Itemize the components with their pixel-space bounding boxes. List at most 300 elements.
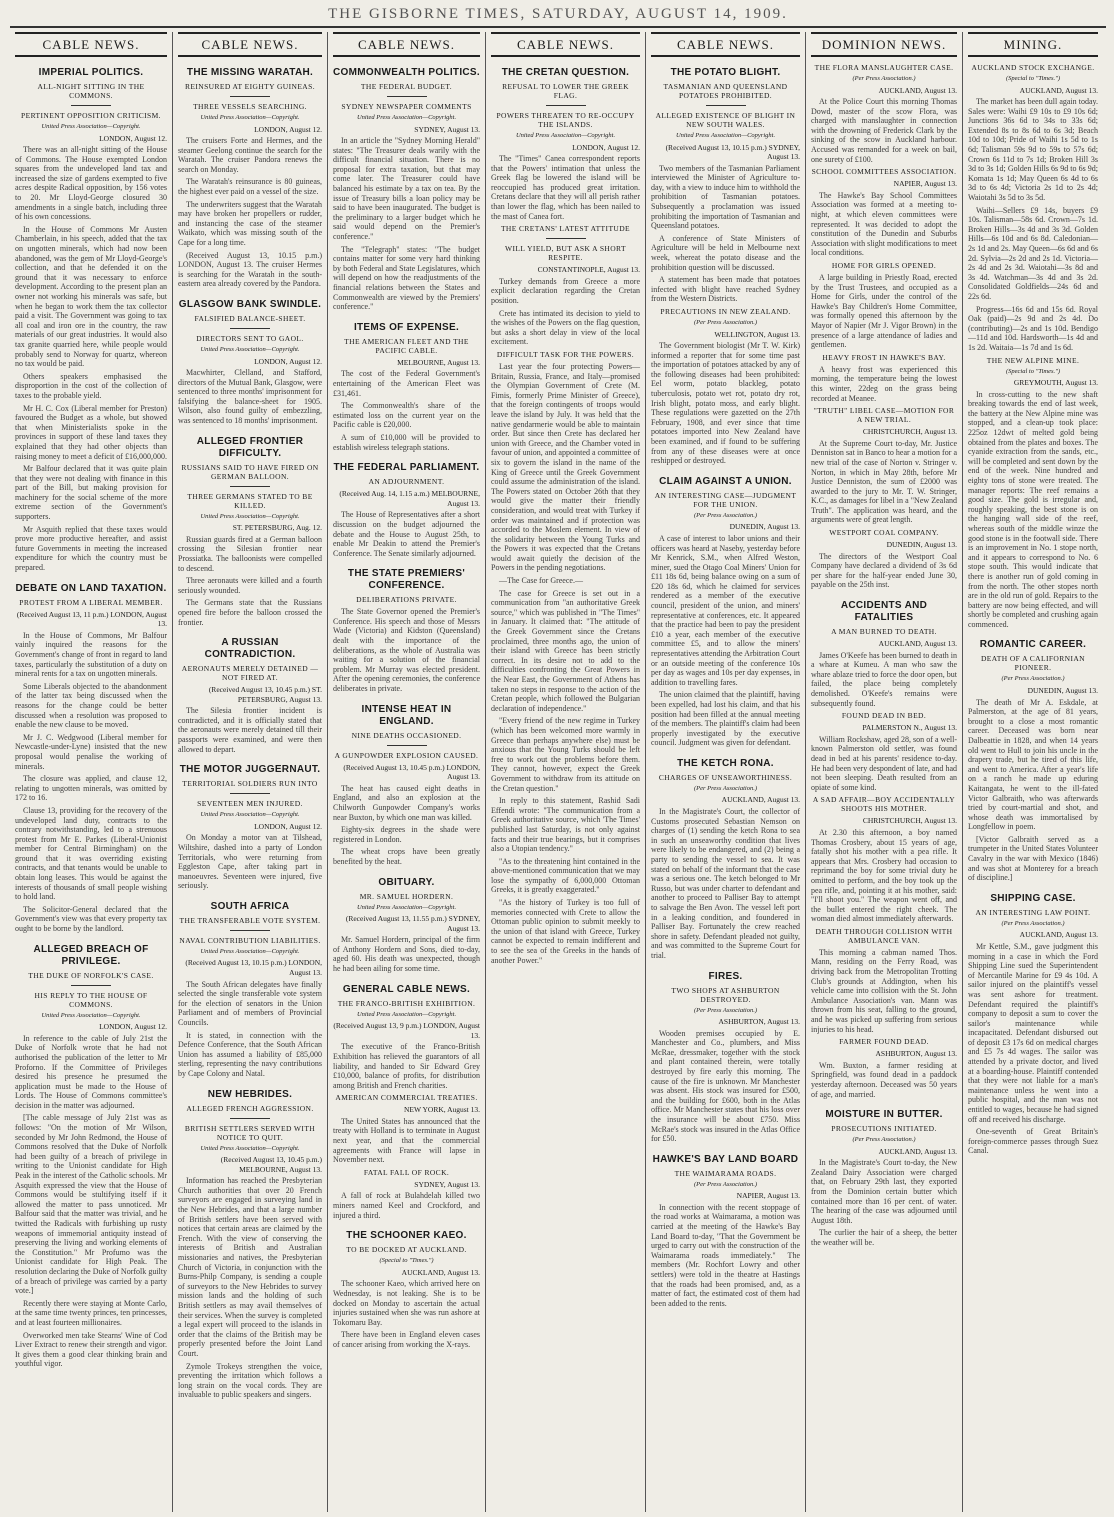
article-headline: NEW HEBRIDES. (207, 1088, 293, 1100)
article-paragraph: Waihi—Sellers £9 14s, buyers £9 10s. Talisman—58s 6d. Crown—7s 1d. Broken Hills—3s 4d and 3s 3d. Golden Hills—6s 10d and 6s 8d. Caledonian—2s 1d and 2s. May Queen—6s 6d and 6s 2d. Sylvia—2s 2d and 2s 1d. Victoria—2s 4d and 2s 3d. Waiotahi—3s 8d and 3s 4d. Watchman—3s 4d and 3s 2d. Consolidated Goldfields—24s 6d and 22s 6d. (968, 205, 1098, 301)
column-header: CABLE NEWS. (333, 32, 480, 57)
article-paragraph: Zymole Trokeys strengthen the voice, preventing the irritation which follows a long strain on the vocal cords. They are invaluable to public speakers and singers. (178, 1361, 322, 1400)
article-dateline: NEW YORK, August 13. (403, 1105, 480, 1115)
article-dateline: DUNEDIN, August 13. (1027, 685, 1098, 695)
article (333, 1230, 480, 1349)
article-subheading: ALLEGED EXISTENCE OF BLIGHT IN NEW SOUTH WALES. (655, 111, 796, 129)
article-paragraph: "Every friend of the new regime in Turkey (which has been welcomed more warmly in Greece than perhaps anywhere else) must be anxious that the Young Turks should be left free to work out the problems before them. They cannot, however, expect the Greek Government to withdraw from its attitude on the Cretan question." (491, 716, 640, 793)
article-credit: (Per Press Association.) (852, 1136, 916, 1144)
article-dateline: AUCKLAND, August 13. (878, 85, 957, 95)
article-subheading: BRITISH SETTLERS SERVED WITH NOTICE TO QUIT. (184, 1123, 316, 1142)
article-paragraph: On Monday a motor van at Tilshead, Wiltshire, dashed into a party of London Territorials, who were returning from Eggleston Cape, after taking part in manoeuvres. Seventeen were injured, five seriously. (178, 833, 322, 891)
article-paragraph: At the Supreme Court to-day, Mr. Justice Denniston sat in Banco to hear a motion for a new trial of the case of Norton v. Stringer v. Norton, in which in May 28th, before Mr Justice Denniston, the sum of £2000 was awarded to the jury to Mr. T. W. Stringer, K.C., as damages for libel in a "New Zealand Truth". The application was heard, and the arguments were of great length. (811, 438, 957, 525)
article-paragraph: "As the history of Turkey is too full of memories connected with Crete to allow the Ottoman public opinion to submit meekly to the union of that island with Greece, Turkey cannot be expected to remain indifferent and to see the sea of the Greeks in the hands of another Power." (491, 898, 640, 965)
article-dateline: CHRISTCHURCH, August 13. (862, 816, 957, 826)
column-6 (806, 32, 963, 1512)
article (811, 353, 957, 403)
article-paragraph: The union claimed that the plaintiff, having been expelled, had lost his claim, and that his position had been filled at the annual meeting of the members. The plaintiff's claim had been properly investigated by the executive council. Judgment was given for defendant. (651, 690, 800, 748)
article (968, 63, 1098, 353)
article-subheading: AMERICAN COMMERCIAL TREATIES. (335, 1093, 478, 1103)
article-paragraph: Clause 13, providing for the recovery of the undeveloped land duty, contracts to the contrary notwithstanding, led to a strenuous protest from Mr E. Parkes (Liberal-Unionist member for Central Birmingham) on the ground that it was overriding existing contracts, and that tenants would be unable to obtain long leases. This would be against the interests of thousands of small people wishing to hold land. (15, 805, 167, 902)
article-paragraph: The death of Mr A. Eskdale, at Palmerston, at the age of 81 years, brought to a close a most romantic career. Deceased was born near Dalbeattie in 1828, and when 14 years old went to Hull to join his uncle in the drapery trade, but he tired of this life, and went to America. After a year's life on a ranch he made up eduring Kaitangata, he went to the ill-fated Victor Galbraith, who was afterwards tried by court-martial and shot, and whose death was immortalised by Longfellow in poem. (968, 697, 1098, 832)
article-paragraph: Mr Balfour declared that it was quite plain that they were not dealing with finance in this part of the Bill, but making provision for machinery for the social scheme of the more extreme section of the Government's supporters. (15, 464, 167, 522)
article-subheading: RUSSIANS SAID TO HAVE FIRED ON GERMAN BALLOON. (181, 462, 319, 481)
article-paragraph: Turkey demands from Greece a more explicit declaration regarding the Cretan position. (491, 276, 640, 306)
article-headline: THE CRETAN QUESTION. (501, 67, 630, 78)
article-paragraph: Mr Asquith replied that these taxes would prove more productive hereafter, and assist future Governments in meeting the increased expenditure for which the country must be prepared. (15, 524, 167, 573)
article-dateline: (Received August 13, 9 p.m.) LONDON, August 13. (333, 1021, 480, 1040)
article-subheading: POWERS THREATEN TO RE-OCCUPY THE ISLANDS. (496, 111, 635, 129)
article-subheading: PRECAUTIONS IN NEW ZEALAND. (660, 307, 791, 316)
article-paragraph: The Hawke's Bay School Committees Association was formed at a meeting to-night, at which eleven committees were represented. It was decided to adopt the constitution of the Dunedin and Suburbs Association with slight modifications to meet local conditions. (811, 190, 957, 258)
article (651, 758, 800, 961)
article-paragraph: Progress—16s 6d and 15s 6d. Royal Oak (paid)—2s 9d and 2s 4d. Do (contributing)—2s and 1s 10d. Bendigo—11d and 10d. Hardsworth—1s 4d and 1s 2d. Waitaia—1s 7d and 1s 6d. (968, 304, 1098, 352)
article-subheading: TO BE DOCKED AT AUCKLAND. (346, 1245, 467, 1255)
article-credit: (Special to "Times.") (1005, 367, 1061, 375)
article-paragraph: The Waratah's reinsurance is 80 guineas, the highest ever paid on a vessel of the size. (178, 177, 322, 197)
article-subheading: A MAN BURNED TO DEATH. (831, 627, 937, 637)
article-headline: GLASGOW BANK SWINDLE. (178, 299, 322, 310)
column-1 (10, 32, 173, 1512)
article-subheading: AN INTERESTING CASE—JUDGMENT FOR THE UNION. (654, 490, 797, 509)
divider-rule (230, 793, 270, 794)
article-paragraph: A conference of State Ministers of Agriculture will be held in Melbourne next week, whereat the potato disease and the prohibition question will be discussed. (651, 233, 800, 272)
article-paragraph: Russian guards fired at a German balloon crossing the Silesian frontier near Prossiatka. The balloonists were compelled to descend. (178, 534, 322, 573)
article-paragraph: The "Telegraph" states: "The budget contains matter for some very hard thinking by both Federal and State Legislatures, which will depend on how the readjustments of the financial relations between the States and Commonwealth are viewed by the Premiers' conference." (333, 244, 480, 312)
article (491, 67, 640, 221)
article-paragraph: Some Liberals objected to the abandonment of the latter tax being discussed when the reasons for the change could be better discussed when a resolution was proposed to enable the new clause to be moved. (15, 681, 167, 730)
article-dateline: LONDON, August 12. (254, 356, 322, 366)
article-dateline: (Received August 13, 10.45 p.m.) ST. PETERSBURG, August 13. (208, 685, 322, 704)
article-paragraph: Others speakers emphasised the disproportion in the cost of the collection of taxes to the probable yield. (15, 371, 167, 400)
article-paragraph: A case of interest to labor unions and their officers was heard at Naseby, yesterday before Mr Kenrick, S.M., when Alfred Weston, miner, sued the Otago Coal Miners' Union for £11 18s 6d, being balance owing on a sum of £20 18s 6d, which he claimed for services rendered as a member of the executive council, president of the union, and miners' representative at conferences, etc. It appeared that the practice had been to pay the president £10 a year, each member of the executive committee £5, and to allow the miners' representatives attending the Arbitration Court or an outside meeting of the conference 10s per day as wages and 10s per day expenses, in addition to travelling fares. (651, 533, 800, 687)
article-dateline: LONDON, August 12. (99, 1022, 167, 1032)
article-headline: COMMONWEALTH POLITICS. (333, 67, 480, 78)
article-credit: United Press Association—Copyright. (356, 114, 457, 121)
article-dateline: SYDNEY, August 13. (414, 1179, 480, 1189)
article-paragraph: The underwriters suggest that the Waratah may have broken her propellers or rudder, and instancing the case of the steamer Waikato, which was missing south of the Cape for a long time. (178, 199, 322, 248)
article-subheading: THE DUKE OF NORFOLK'S CASE. (28, 970, 154, 980)
article-subheading: TASMANIAN AND QUEENSLAND POTATOES PROHIBITED. (663, 82, 788, 100)
article-subheading: DELIBERATIONS PRIVATE. (356, 595, 457, 605)
article-headline: DEBATE ON LAND TAXATION. (15, 582, 167, 594)
article-subheading: FOUND DEAD IN BED. (841, 711, 927, 721)
article-headline: IMPERIAL POLITICS. (38, 67, 144, 78)
article-paragraph: [The cable message of July 21st was as follows: "On the motion of Mr Wilson, seconded by Mr John Redmond, the House of Commons resolved that the Duke of Norfolk had been guilty of a breach of privilege in writing to the Unionist candidate for High Peak in the interest of the Catholic schools. Mr Asquith expressed the view that the House of Commons would be stultifying itself if it allowed the matter to pass unnoticed. Mr Balfour said that the matter was trivial, and he twitted the Radicals with furbishing up rusty weapons of immemorial antiquity instead of preserving the living and working elements of the Constitution." Mr Profumo was the Unionist candidate for High Peak. The resolution declaring the Duke of Norfolk guilty of a breach of privilege was carried by a party vote.] (15, 1113, 167, 1296)
article-paragraph: Wm. Buxton, a farmer residing at Springfield, was found dead in a paddock yesterday afternoon. Deceased was 50 years of age, and married. (811, 1060, 957, 1099)
article-headline: CLAIM AGAINST A UNION. (659, 475, 792, 487)
article-dateline: DUNEDIN, August 13. (886, 540, 957, 550)
article (333, 704, 480, 867)
article-dateline: (Received August 13, 10.45 p.m.) LONDON, August 13. (343, 762, 480, 782)
article-dateline: SYDNEY, August 13. (414, 124, 480, 134)
article-headline: ROMANTIC CAREER. (979, 639, 1087, 651)
article-paragraph: The wheat crops have been greatly benefited by the heat. (333, 847, 480, 866)
article-subheading: NINE DEATHS OCCASIONED. (351, 730, 462, 740)
article-dateline: DUNEDIN, August 13. (729, 522, 800, 532)
article-dateline: NAPIER, August 13. (893, 179, 957, 189)
article-dateline: PALMERSTON N., August 13. (862, 723, 957, 733)
article-credit: United Press Association—Copyright. (200, 114, 300, 121)
article (811, 711, 957, 792)
article-paragraph: Recently there were staying at Monte Carlo, at the same time twenty princes, ten princesses, and at least fourteen millionaires. (15, 1298, 167, 1327)
article-paragraph: Mr. Samuel Hordern, principal of the firm of Anthony Hordern and Sons, died to-day, aged 60. His death was unexpected, though he had been ailing for some time. (333, 935, 480, 974)
article-headline: SHIPPING CASE. (990, 892, 1076, 904)
article-credit: United Press Association—Copyright. (200, 1144, 300, 1152)
article-subheading: PROSECUTIONS INITIATED. (831, 1124, 937, 1134)
article (333, 67, 480, 312)
article-credit: United Press Association—Copyright. (515, 132, 616, 139)
article-paragraph: In the Magistrate's Court to-day, the New Zealand Dairy Association were charged that, on February 29th last, they exported from the Dominion certain butter which contained more than 16 per cent. of water. The hearing of the case was adjourned until August 18th. (811, 1158, 957, 1225)
article-subheading: FARMER FOUND DEAD. (839, 1037, 929, 1047)
article (651, 476, 800, 748)
article-headline: THE KETCH RONA. (677, 757, 774, 769)
column-header: CABLE NEWS. (651, 32, 800, 57)
article-paragraph: Overworked men take Stearns' Wine of Cod Liver Extract to renew their strength and vigor. It gives them a good clear thinking brain and youthful vigor. (15, 1330, 167, 1369)
article-paragraph: Two members of the Tasmanian Parliament interviewed the Minister of Agriculture to-day, with a view to induce him to withhold the prohibition of Tasmanian potatoes. Subsequently a proclamation was issued prohibiting the importation of Tasmanian and Queensland potatoes. (651, 163, 800, 231)
article (333, 462, 480, 558)
article-dateline: LONDON, August 12. (254, 124, 322, 134)
article-dateline: GREYMOUTH, August 13. (1013, 378, 1098, 388)
article-subheading: AUCKLAND STOCK EXCHANGE. (971, 63, 1095, 72)
divider-rule (546, 238, 586, 239)
article-subheading: THE FLORA MANSLAUGHTER CASE. (814, 63, 954, 72)
article (651, 307, 800, 466)
article-paragraph: Mr Kettle, S.M., gave judgment this morning in a case in which the Ford Shipping Line sued the Superintendent of Mercantile Marine for £9 4s 10d. A sailor injured on the plaintiff's vessel was sent ashore for treatment. Defendant required the plaintiff's company to deposit a sum to cover the sailor's maintenance while incapacitated. Defendant disbursed out of deposit £3 17s 6d on medical charges and £5 7s 4d wages. The sailor was attended by a private doctor, and lived at a boarding-house. Plaintiff contended that they were not liable for a man's maintenance unless he went into a public hospital, and the man was not entitled to wages, because he had signed off and received his discharge. (968, 941, 1098, 1124)
article (178, 1089, 322, 1400)
article-credit: (Per Press Association.) (693, 784, 757, 792)
article-paragraph: The State Governor opened the Premier's Conference. His speech and those of Messrs Wade (Victoria) and Kidston (Queensland) dealt with the importance of the deliberations, as the whole of Australia was waiting for a solution of the financial problem. Mr Murray was elected president. After the opening ceremonies, the conference deliberates in private. (333, 607, 480, 694)
article-dateline: AUCKLAND, August 13. (1019, 85, 1098, 95)
article-subheading: THE NEW ALPINE MINE. (986, 355, 1080, 365)
article-paragraph: The South African delegates have finally selected the single transferable vote system for the election of senators in the Union Parliament and of members of Provincial Councils. (178, 979, 322, 1027)
article (968, 356, 1098, 630)
article-subheading: THE CRETANS' LATEST ATTITUDE (500, 224, 631, 234)
article-headline: ALLEGED BREACH OF PRIVILEGE. (33, 943, 149, 967)
article-subheading: AN ADJOURNMENT. (368, 477, 445, 487)
column-3 (328, 32, 486, 1512)
divider-rule (387, 745, 427, 746)
article-headline: THE SCHOONER KAEO. (346, 1230, 467, 1242)
article-paragraph: There have been in England eleven cases of cancer arising from working the X-rays. (333, 1330, 480, 1349)
article-headline: HAWKE'S BAY LAND BOARD (652, 1153, 799, 1165)
article-paragraph: The schooner Kaeo, which arrived here on Wednesday, is not leaking. She is to be docked on Monday to ascertain the actual injuries sustained when she was run ashore at Tokomaru Bay. (333, 1279, 480, 1327)
article (333, 984, 480, 1091)
article-dateline: AUCKLAND, August 13. (878, 1146, 957, 1156)
article-paragraph: Mr H. C. Cox (Liberal member for Preston) favoured the Budget as a whole, but showed that when Ministerialists spoke in the provinces in support of these land taxes they explained that they had other objects than raising money to meet a deficit of £16,000,000. (15, 403, 167, 461)
article (811, 167, 957, 258)
article-paragraph: In the Magistrate's Court, the collector of Customs prosecuted Sebastian Nemson on charges of (1) sending the ketch Rona to sea in such an unseaworthy condition that lives were likely to be endangered, and (2) being a party to sending the vessel to sea. It was stated on behalf of the informant that the case was a serious one. The ketch belonged to Mr Russo, but was under charter to defendant and another to proceed to Palliser Bay to attempt to salvage the Ben Avon. The vessel left port in a leaking condition, and foundered in Palliser Bay. Fortunately the crew reached shore in safety. Defendant pleaded not guilty, and was committed to the Supreme Court for trial. (651, 807, 800, 960)
column-7 (963, 32, 1103, 1512)
article-credit: (Per Press Association.) (1001, 919, 1065, 927)
article-dateline: ASHBURTON, August 13. (875, 1049, 957, 1059)
article-subheading: NAVAL CONTRIBUTION LIABILITIES. (179, 935, 321, 945)
article-dateline: AUCKLAND, August 13. (721, 795, 800, 805)
article-paragraph: The Commonwealth's share of the estimated loss on the current year on the Pacific cable is £20,000. (333, 401, 480, 430)
article-paragraph: A sum of £10,000 will be provided to establish wireless telegraph stations. (333, 432, 480, 452)
article-headline: A RUSSIAN CONTRADICTION. (204, 637, 296, 661)
article-paragraph: In cross-cutting to the new shaft breaking towards the end of last week, the battery at the New Alpine mine was stopped, and a clean-up took place: 225oz 12dwt of melted gold being obtained from the plates and boxes. The cyanide extraction from the sands, etc., will be completed and sent down by the end of the week. Nine hundred and eighty tons of stone were treated. The manager reports: The reef remains a good size. The gold is irregular and, roughly speaking, the best stone is on the hanging wall side of the reef, whereas south of the middle winze the good stone is in the footwall side. There is an improvement in No. 1 stope north, and it appears to correspond to No. 6 stope south. This would indicate that there is another run of gold coming in from the north. The other stopes north are in the old run of gold. Repairs to the battery are now being effected, and will shortly be completed and crushing again commenced. (968, 389, 1098, 629)
article-dateline: (Received August 13, 11 p.m.) LONDON, August 13. (16, 609, 167, 629)
article-paragraph: The Silesia frontier incident is contradicted, and it is officially stated that the aeronauts were merely detained till their passports were examined, and were then allowed to depart. (178, 706, 322, 754)
article-subheading: REINSURED AT EIGHTY GUINEAS. (185, 82, 315, 91)
article (811, 1109, 957, 1247)
article-dateline: AUCKLAND, August 13. (401, 1267, 480, 1277)
divider-rule (546, 105, 586, 106)
article-paragraph: In an article the "Sydney Morning Herald" states: "The Treasurer deals warily with the difficult financial situation. There is no proposal for extra taxation, but that may come later. The Treasurer could have balanced his estimate by a tax on tea. By the issue of Treasury bills a loan policy may be said to have been inaugurated. The budget is the preliminary to a larger budget which he said would depend on the Premier's conference." (333, 136, 480, 242)
article-dateline: NAPIER, August 13. (736, 1191, 800, 1201)
article (651, 67, 800, 304)
article-credit: United Press Association—Copyright. (200, 512, 300, 520)
article-subheading: THE FEDERAL BUDGET. (360, 82, 453, 91)
article-headline: THE STATE PREMIERS' CONFERENCE. (347, 568, 466, 592)
article-credit: (Per Press Association.) (693, 319, 757, 326)
article-subheading: PERTINENT OPPOSITION CRITICISM. (21, 111, 161, 120)
article (968, 893, 1098, 1156)
article-credit: (Special to "Times.") (1005, 75, 1061, 82)
article-paragraph: A large building in Priestly Road, erected by the Trust Trustees, and occupied as a Home for Girls, under the control of the Hawke's Bay Children's Home Committee, was formally opened this afternoon by the Mayor of Napier (Mr J. Vigor Brown) in the presence of a large attendance of ladies and gentlemen. (811, 273, 957, 350)
article-headline: ITEMS OF EXPENSE. (353, 321, 460, 333)
article (178, 67, 322, 289)
article-subheading: HOME FOR GIRLS OPENED. (831, 261, 937, 270)
article (178, 764, 322, 891)
article-paragraph: In connection with the recent stoppage of the road works at Waimarama, a motion was carried at the meeting of the Hawke's Bay Land Board to-day, "That the Government be urged to carry out with the construction of the Waimarama roads immediately." The members (Mr. Rochfort Lowry and other settlers) were told in the theatre at Hastings that the roads had been promised, and, as a matter of fact, the estimated cost of them had been added to the rents. (651, 1202, 800, 1308)
article-dateline: (Received August 13, 10.15 p.m.) SYDNEY, August 13. (665, 142, 800, 162)
article-paragraph: James O'Keefe has been burned to death in a whare at Kumeu. A man who saw the whare ablaze tried to force the door open, but failed, the place being completely demolished. O'Keefe's remains were subsequently found. (811, 650, 957, 708)
article (811, 261, 957, 350)
article-dateline: CHRISTCHURCH, August 13. (862, 427, 957, 437)
article-paragraph: In the House of Commons, Mr Balfour vainly inquired the reasons for the Government's change of front in regard to land taxes, particularly the substitution of a duty on mineral rents for a tax on ungotten minerals. (15, 630, 167, 679)
column-header: CABLE NEWS. (491, 32, 640, 57)
article-subheading: SYDNEY NEWSPAPER COMMENTS (341, 102, 472, 111)
article-credit: (Per Press Association.) (693, 511, 757, 519)
article-subheading: ALL-NIGHT SITTING IN THE COMMONS. (37, 82, 145, 100)
article-headline: OBITUARY. (378, 876, 435, 888)
article-subheading: REFUSAL TO LOWER THE GREEK FLAG. (502, 82, 629, 100)
article-dateline: (Received August 13, 10.45 p.m.) MELBOURNE, August 13. (220, 1155, 322, 1174)
article-paragraph: The curlier the hair of a sheep, the better the weather will be. (811, 1228, 957, 1248)
article-dateline: (Received Aug. 14, 1.15 a.m.) MELBOURNE, August 13. (339, 489, 480, 508)
article-paragraph: Three aeronauts were killed and a fourth seriously wounded. (178, 576, 322, 595)
article (15, 944, 167, 1369)
article (491, 350, 640, 965)
divider-rule (71, 105, 111, 106)
article-dateline: MELBOURNE, August 13. (397, 357, 480, 367)
article-paragraph: The Government biologist (Mr T. W. Kirk) informed a reporter that for some time past the importation of potatoes attacked by any of the following diseases had been prohibited: Eel worm, potato blackleg, potato tuberculosis, potato wet rot, potato dry rot, Irish blight, potato moss, and early blight. These regulations were gazetted on the 27th February, 1908, and ever since that time potatoes imported into New Zealand have been examined, and if found to be suffering from any of these diseases were at once reshipped or destroyed. (651, 341, 800, 466)
article-credit: (Per Press Association.) (693, 1006, 757, 1014)
article-credit: United Press Association—Copyright. (200, 811, 300, 819)
article-subheading: DIRECTORS SENT TO GAOL. (196, 334, 304, 343)
article (178, 637, 322, 754)
article (811, 600, 957, 708)
article-subheading: THE TRANSFERABLE VOTE SYSTEM. (179, 915, 321, 925)
article (811, 795, 957, 924)
article-subheading: TWO SHOPS AT ASHBURTON DESTROYED. (671, 985, 780, 1004)
article-paragraph: Information has reached the Presbyterian Church authorities that over 20 French surveyors are engaged in surveying land in the New Hebrides, and that a large number of British settlers have been served with notices that certain areas are claimed by the French. With the view of conserving the interests of British and Australian missionaries and natives, the Presbyterian Church of Victoria, in conjunction with the Burns-Philp Company, is sending a couple of surveyors to the New Hebrides to survey mission lands and the holding of such British settlers as may avail themselves of their services. When the survey is completed a legal expert will proceed to the islands in order that the claims of the British may be properly presented before the Joint Land Court. (178, 1176, 322, 1358)
article-headline: GENERAL CABLE NEWS. (342, 983, 471, 995)
article-credit: United Press Association—Copyright. (41, 123, 141, 130)
article (333, 322, 480, 452)
article-subheading: PROTEST FROM A LIBERAL MEMBER. (19, 597, 163, 607)
article-paragraph: It is stated, in connection with the Defence Conference, that the South African Union has assumed a liability of £85,000 sterling, representing the navy contributions by Cape Colony and Natal. (178, 1030, 322, 1078)
article-credit: (Per Press Association.) (1001, 675, 1065, 683)
article-paragraph: [Victor Galbraith served as a trumpeter in the United States Volunteer Cavalry in the war with Mexico (1846) and was shot at Monterey for a breach of discipline.] (968, 834, 1098, 883)
article-headline: MOISTURE IN BUTTER. (825, 1109, 943, 1121)
article-credit: United Press Association—Copyright. (41, 1011, 141, 1019)
article (333, 568, 480, 693)
article-subheading: HEAVY FROST IN HAWKE'S BAY. (822, 352, 946, 362)
divider-rule (230, 486, 270, 487)
article-subheading: FALSIFIED BALANCE-SHEET. (194, 314, 306, 323)
article-paragraph: This morning a cabman named Thos. Mann, residing on the Ferry Road, was driving back from the Metropolitan Trotting Club's grounds at Addington, when his vehicle came into collision with the St. John Ambulance Association's van. Mann was thrown from his seat, falling to the ground, and he was picked up suffering from serious injuries to his head. (811, 947, 957, 1034)
column-header: MINING. (968, 32, 1098, 57)
article (15, 67, 167, 573)
article-subheading: AN INTERESTING LAW POINT. (975, 907, 1091, 917)
article-subheading: DIFFICULT TASK FOR THE POWERS. (496, 350, 635, 359)
article-subheading: THE FRANCO-BRITISH EXHIBITION. (337, 998, 476, 1008)
article-subheading: "TRUTH" LIBEL CASE—MOTION FOR A NEW TRIAL. (813, 406, 955, 425)
article-headline: INTENSE HEAT IN ENGLAND. (361, 703, 452, 727)
divider-rule (230, 328, 270, 329)
article-credit: (Per Press Association.) (693, 1180, 757, 1188)
article (968, 639, 1098, 882)
article-paragraph: One-seventh of Great Britain's foreign-commerce passes through Suez Canal. (968, 1127, 1098, 1156)
article-credit: United Press Association—Copyright. (356, 903, 457, 911)
article-subheading: SCHOOL COMMITTEES ASSOCIATION. (811, 167, 957, 177)
article-subheading: DEATH THROUGH COLLISION WITH AMBULANCE VAN. (815, 926, 953, 945)
article-paragraph: The "Times" Canea correspondent reports that the Powers' intimation that unless the Greek flag be lowered the island will be reoccupied has produced great irritation. Cretans declare that they will all perish rather than lower the flag, which has been nailed to the mast of Canea fort. (491, 154, 640, 221)
article-headline: FIRES. (708, 970, 743, 982)
article-paragraph: The directors of the Westport Coal Company have declared a dividend of 3s 6d per share for the half-year ended June 30, payable on the 25th inst. (811, 551, 957, 590)
article-paragraph: The market has been dull again today. Sales were: Waihi £9 10s to £9 10s 6d; Junctions 36s 6d to 34s to 33s 6d; Extended 8s to 8s 6d to 6s 3d; Beach 10d to 10d; Pride of Waihi 1s 5d to 1s 6d; Talisman 59s 9d to 59s to 57s 6d; Crown 6s 11d to 7s 1d; Broken Hill 3s 3d to 3s 1d; Golden Hills 6s 9d to 6s 9d; Komata 1s 1d; May Queen 6s 4d to 6s 3d to 6s 4d; Victoria 2s 1d to 2s 4d; Waiotahi 3s 5d to 3s 5d. (968, 97, 1098, 203)
article-credit: United Press Association—Copyright. (356, 1010, 457, 1018)
article-subheading: DEATH OF A CALIFORNIAN PIONEER. (980, 654, 1085, 673)
article-subheading: FATAL FALL OF ROCK. (363, 1167, 450, 1177)
article-paragraph: A heavy frost was experienced this morning, the temperature being the lowest this winter, 22deg on the grass being recorded at Meanee. (811, 364, 957, 403)
article-paragraph: Eighty-six degrees in the shade were registered in London. (333, 825, 480, 844)
article-subheading: THREE VESSELS SEARCHING. (193, 102, 307, 111)
article-dateline: AUCKLAND, August 13. (1019, 930, 1098, 940)
article-dateline: LONDON, August 12. (254, 821, 322, 831)
article-subheading: THE AMERICAN FLEET AND THE PACIFIC CABLE. (344, 336, 469, 355)
article-paragraph: The House of Representatives after a short discussion on the budget adjourned the debate and the House to August 25th, to enable Mr Deakin to attend the Premier's Conference. The Senate similarly adjourned. (333, 510, 480, 558)
article-subheading: SEVENTEEN MEN INJURED. (197, 799, 303, 809)
article-paragraph: The United States has announced that the treaty with Holland is to terminate in August next year, and that the commercial agreements with France will lapse in November next. (333, 1116, 480, 1165)
divider-rule (706, 105, 746, 106)
article-paragraph: At 2.30 this afternoon, a boy named Thomas Crosbery, about 15 years of age, fatally shot his mother with a pea rifle. It appears that Mrs. Crosbery had occasion to reprimand the boy for some trivial duty he omitted to perform, and the boy took up the pea rifle, and, pointing it at his mother, said: "I'll shoot you." The weapon went off, and the bullet entered the right cheek. The woman died almost immediately afterwards. (811, 827, 957, 924)
article-subheading: AERONAUTS MERELY DETAINED —NOT FIRED AT. (181, 664, 319, 683)
article-subheading: ALLEGED FRENCH AGGRESSION. (186, 1103, 314, 1113)
article-headline: SOUTH AFRICA (210, 900, 290, 912)
article-paragraph: At the Police Court this morning Thomas Dowd, master of the scow Flora, was charged with manslaughter in connection with the drowning of Frederick Clark by the sinking of the scow in Auckland harbour. Accused was remanded for a week on bail, one surety of £100. (811, 97, 957, 164)
article-credit: United Press Association—Copyright. (200, 346, 300, 353)
divider-rule (387, 96, 427, 97)
article-dateline: LONDON, August 12. (572, 142, 640, 152)
article-paragraph: There was an all-night sitting of the House of Commons. The House exempted London squares from the undeveloped land tax and increased the size of gardens exempted to five acres despite Radical opposition, by 156 votes to 20. Mr Lloyd-George closured 30 amendments in a single batch, including three of his own concessions. (15, 145, 167, 222)
column-header: CABLE NEWS. (15, 32, 167, 57)
article-paragraph: Crete has intimated its decision to yield to the wishes of the Powers on the flag question, but asks a short delay in view of the local excitement. (491, 308, 640, 347)
article (651, 971, 800, 1144)
article (811, 406, 957, 525)
article-paragraph: The cost of the Federal Government's entertaining of the American Fleet was £31,461. (333, 369, 480, 398)
column-header: CABLE NEWS. (178, 32, 322, 57)
article-paragraph: Macwhirter, Clelland, and Stafford, directors of the Mutual Bank, Glasgow, were sentenced to three months' imprisonment for falsifying the balance-sheet for 1905. Wilson, also found guilty of embezzling, was sentenced to 18 months' imprisonment. (178, 368, 322, 426)
article-paragraph: In the House of Commons Mr Austen Chamberlain, in his speech, added that the tax on ungotten minerals, which had now been abandoned, was the gem of Mr Lloyd-George's collection, and that he defended it on the ground that it was necessary to enforce development. According to the present plan an owner not working his minerals was safe, but when he began to work them the tax collector paid a visit. The Government was going to tax all coal and iron ore in the country, the raw materials of our great industries. It would also tax granite quarried here, while people would probably send to Norway for quartz, whereon no tax would be paid. (15, 224, 167, 369)
column-header: DOMINION NEWS. (811, 32, 957, 57)
article-subheading: WESTPORT COAL COMPANY. (829, 528, 939, 538)
article (333, 1168, 480, 1220)
article-subheading: A GUNPOWDER EXPLOSION CAUSED. (334, 750, 479, 760)
article-dateline: LONDON, August 12. (99, 133, 167, 143)
article (333, 877, 480, 974)
article-credit: (Special to "Times.") (379, 1257, 434, 1265)
article-headline: ALLEGED FRONTIER DIFFICULTY. (196, 435, 304, 459)
article-paragraph: The Solicitor-General declared that the Government's view was that every property tax ought to be borne by the landlord. (15, 904, 167, 934)
article (491, 224, 640, 347)
columns-container (10, 32, 1106, 1512)
article-paragraph: In reference to the cable of July 21st the Duke of Norfolk wrote that he had not authorised the publication of the letter to Mr Proforno. If the Committee of Privileges desired his presence he presumed the application must be made to the House of Lords. The House of Commons committee's decision in the matter was adjourned. (15, 1033, 167, 1110)
article (811, 528, 957, 590)
article-subheading: HIS REPLY TO THE HOUSE OF COMMONS. (34, 990, 148, 1009)
article-subheading: THREE GERMANS STATED TO BE KILLED. (187, 491, 313, 510)
divider-rule (71, 985, 111, 986)
article-subheading: CHARGES OF UNSEAWORTHINESS. (658, 772, 793, 782)
article-dateline: (Received August 13, 10.15 p.m.) LONDON, August 13. (185, 958, 322, 977)
article-dateline: ASHBURTON, August 13. (718, 1017, 800, 1027)
article-paragraph: The heat has caused eight deaths in England, and also an explosion at the Chilworth Gunpowder Company's works near Buxton, by which one man was killed. (333, 783, 480, 822)
article-subheading: THE WAIMARAMA ROADS. (674, 1168, 777, 1178)
column-2 (173, 32, 328, 1512)
article-dateline: (Received August 13, 11.55 p.m.) SYDNEY, August 13. (345, 914, 480, 933)
divider-rule (230, 96, 270, 97)
article-paragraph: A fall of rock at Bulahdelah killed two miners named Keel and Crockford, and injured a third. (333, 1191, 480, 1220)
article-headline: THE MISSING WARATAH. (186, 67, 314, 78)
article-paragraph: The Germans state that the Russians opened fire before the balloon crossed the frontier. (178, 598, 322, 627)
article-subheading: A SAD AFFAIR—BOY ACCIDENTALLY SHOOTS HIS MOTHER. (812, 795, 956, 814)
article (178, 436, 322, 627)
article (651, 1154, 800, 1309)
article-credit: (Per Press Association.) (852, 75, 916, 82)
article-paragraph: The cruisers Forte and Hermes, and the steamer Geelong continue the search for the Waratah. The cruiser Pandora renews the search on Monday. (178, 136, 322, 174)
divider-rule (230, 1118, 270, 1119)
divider-rule (230, 930, 270, 931)
article (178, 901, 322, 1079)
column-5 (646, 32, 806, 1512)
article-paragraph: In reply to this statement, Rashid Sadi Effendi wrote: "The communication from a Greek authoritative source, which 'The Times' published last Saturday, is not only against facts and their true bearings, but it comprises also a Utopian tendency." (491, 796, 640, 854)
article-paragraph: Wooden premises occupied by E. Manchester and Co., plumbers, and Miss McRae, dressmaker, together with the stock and plant contained therein, were totally destroyed by fire early this morning. The cause of the fire is unknown. Mr Manchester was absent. His stock was insured for £500, and the building for £600, both in the Atlas office. Mr Manchester states that his loss over the insurance will be about £750. Miss McRae's stock was insured in the Atlas Office for £50. (651, 1028, 800, 1144)
article-paragraph: (Received August 13, 10.15 p.m.) LONDON, August 13. The cruiser Hermes is searching for the Waratah in the south-eastern area already covered by the Pandora. (178, 250, 322, 289)
column-4 (486, 32, 646, 1512)
article-dateline: ST. PETERSBURG, Aug. 12. (232, 523, 322, 533)
article-dateline: CONSTANTINOPLE, August 13. (537, 265, 640, 275)
article (811, 927, 957, 1034)
article-dateline: WELLINGTON, August 13. (714, 329, 800, 339)
article-paragraph: Mr J. C. Wedgwood (Liberal member for Newcastle-under-Lyne) insisted that the new proposal would penalise the working of minerals. (15, 732, 167, 771)
article-paragraph: The case for Greece is set out in a communication from "an authoritative Greek source," which was published in "The Times" in January. It claimed that: "The attitude of the Greek Government since the Cretans proclaimed, three months ago, the union of their island with Greece has been strictly correct. In its desire not to add to the difficulties confronting the Great Powers in the Near East, the Government of Athens has taken no steps in response to the action of the Cretan people, which followed the Bulgarian declaration of independence." (491, 588, 640, 713)
article-paragraph: Last year the four protecting Powers—Britain, Russia, France, and Italy—promised the Olympian Government of Crete (M. Fimis, formerly Prime Minister of Greece), that the foreign contingents of troops would leave the island by July. It was held that the native gendarmerie would be able to maintain order. But since then Crete has declared her union with Greece, and the Chamber voted in favour of union, and appointed a committee of six to govern the island in the name of the King of Greece until the Greek Government could assume the administration of the island. The Powers stated on October 26th that they would give the matter their friendly consideration, and would treat with Turkey if order was maintained and if protection was accorded to the Moslem element. In view of the solidarity between the Young Turks and the Powers it was expected that the Cretans would await quietly the decision of the Powers in the pending negotiations. (491, 362, 640, 573)
article-headline: THE FEDERAL PARLIAMENT. (333, 462, 480, 474)
article (811, 63, 957, 164)
article-paragraph: A statement has been made that potatoes infected with blight have reached Sydney from the Western Districts. (651, 275, 800, 304)
article (178, 299, 322, 426)
article-credit: United Press Association—Copyright. (675, 132, 776, 139)
article-paragraph: "As to the threatening hint contained in the above-mentioned communication that we may lose the sympathy of 6,000,000 Ottoman Greeks, it is greatly exaggerated." (491, 856, 640, 895)
article-paragraph: The executive of the Franco-British Exhibition has relieved the guarantors of all liability, and handed to Sir Edward Grey £10,000, balance of profits, for distribution among British and French charities. (333, 1042, 480, 1090)
article (811, 1037, 957, 1099)
article-headline: THE POTATO BLIGHT. (670, 67, 781, 78)
article-subheading: TERRITORIAL SOLDIERS RUN INTO (182, 779, 318, 789)
article-paragraph: The closure was applied, and clause 12, relating to ungotten minerals, was omitted by 172 to 16. (15, 774, 167, 803)
